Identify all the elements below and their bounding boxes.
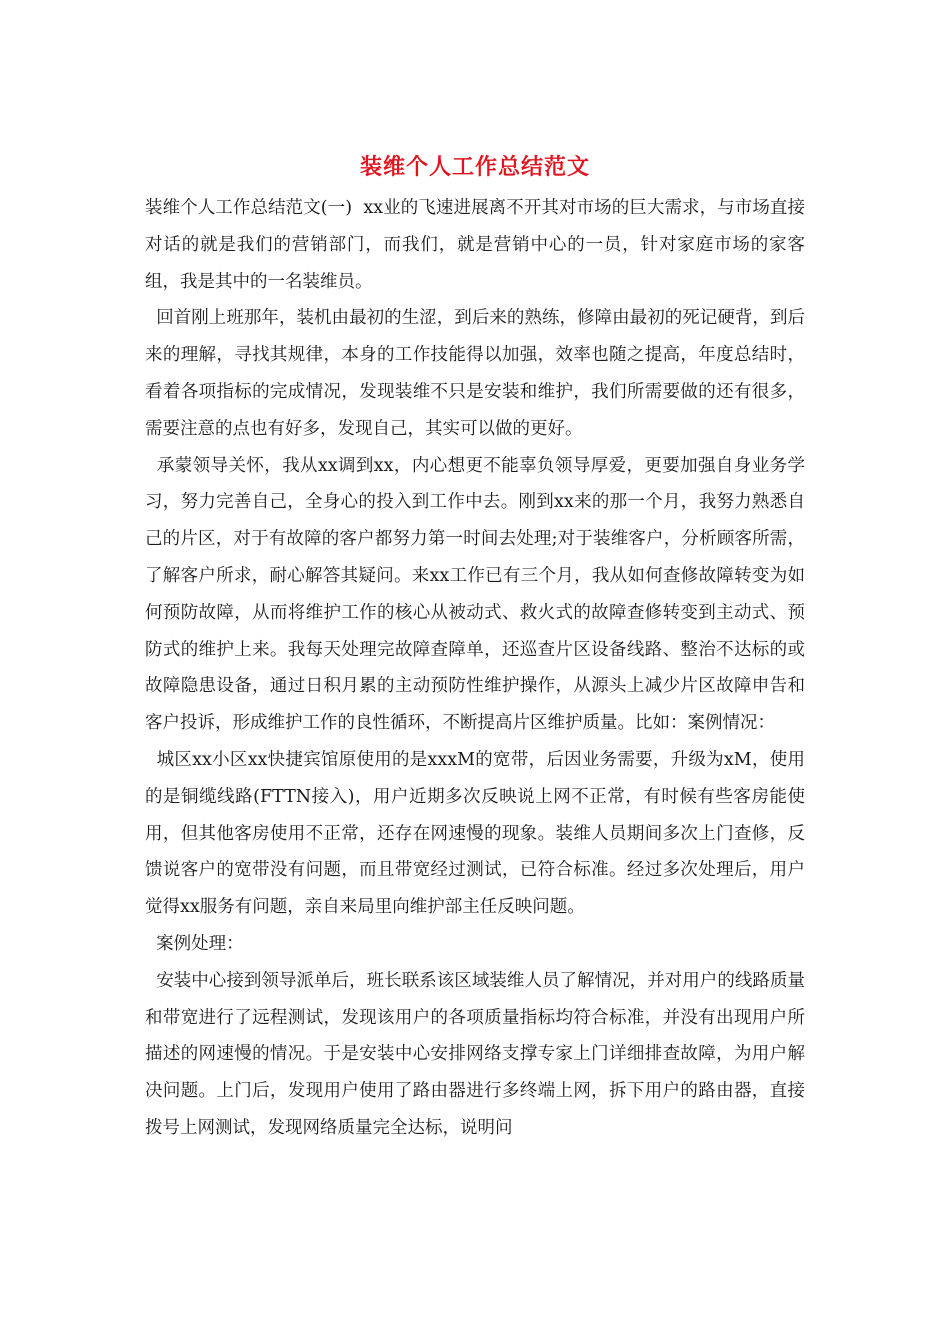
document-title: 装维个人工作总结范文 <box>359 155 590 180</box>
paragraph-transfer: 承蒙领导关怀，我从xx调到xx，内心想更不能辜负领导厚爱，更要加强自身业务学习，努力完善自己，全身心的投入到工作中去。刚到xx来的那一个月，我努力熟悉自己的片区，对于有故障的客户都努力第一时间去处理;对于装维客户，分析顾客所需，了解客户所求，耐心解答其疑问。来xx工作已有三个月，我从如何查修故障转变为如何预防故障，从而将维护工作的核心从被动式、救火式的故障查修转变到主动式、预防式的维护上来。我每天处理完故障查障单，还巡查片区设备线路、整治不达标的或故障隐患设备，通过日积月累的主动预防性维护操作，从源头上减少片区故障申告和客户投诉，形成维护工作的良性循环，不断提高片区维护质量。比如：案例情况： <box>145 455 805 734</box>
paragraph-case-situation: 城区xx小区xx快捷宾馆原使用的是xxxM的宽带，后因业务需要，升级为xM，使用的是铜缆线路(FTTN接入)，用户近期多次反映说上网不正常，有时候有些客房能使用，但其他客房使用不正常，还存在网速慢的现象。装维人员期间多次上门查修，反馈说客户的宽带没有问题，而且带宽经过测试，已符合标准。经过多次处理后，用户觉得xx服务有问题，亲自来局里向维护部主任反映问题。 <box>145 749 805 918</box>
paragraph-case-handling: 安装中心接到领导派单后，班长联系该区域装维人员了解情况，并对用户的线路质量和带宽进行了远程测试，发现该用户的各项质量指标均符合标准，并没有出现用户所描述的网速慢的情况。于是安装中心安排网络支撑专家上门详细排查故障，为用户解决问题。上门后，发现用户使用了路由器进行多终端上网，拆下用户的路由器，直接拨号上网测试，发现网络质量完全达标，说明问 <box>145 970 805 1138</box>
paragraph-case-handling-heading: 案例处理： <box>145 933 244 954</box>
document-body <box>145 152 805 1147</box>
paragraph-review: 回首刚上班那年，装机由最初的生涩，到后来的熟练，修障由最初的死记硬背，到后来的理解，寻找其规律，本身的工作技能得以加强，效率也随之提高，年度总结时，看着各项指标的完成情况，发现装维不只是安装和维护，我们所需要做的还有很多，需要注意的点也有好多，发现自己，其实可以做的更好。 <box>145 308 805 439</box>
paragraph-intro: 装维个人工作总结范文(一) xx业的飞速进展离不开其对市场的巨大需求，与市场直接对话的就是我们的营销部门，而我们，就是营销中心的一员，针对家庭市场的家客组，我是其中的一名装维员。 <box>145 198 805 292</box>
